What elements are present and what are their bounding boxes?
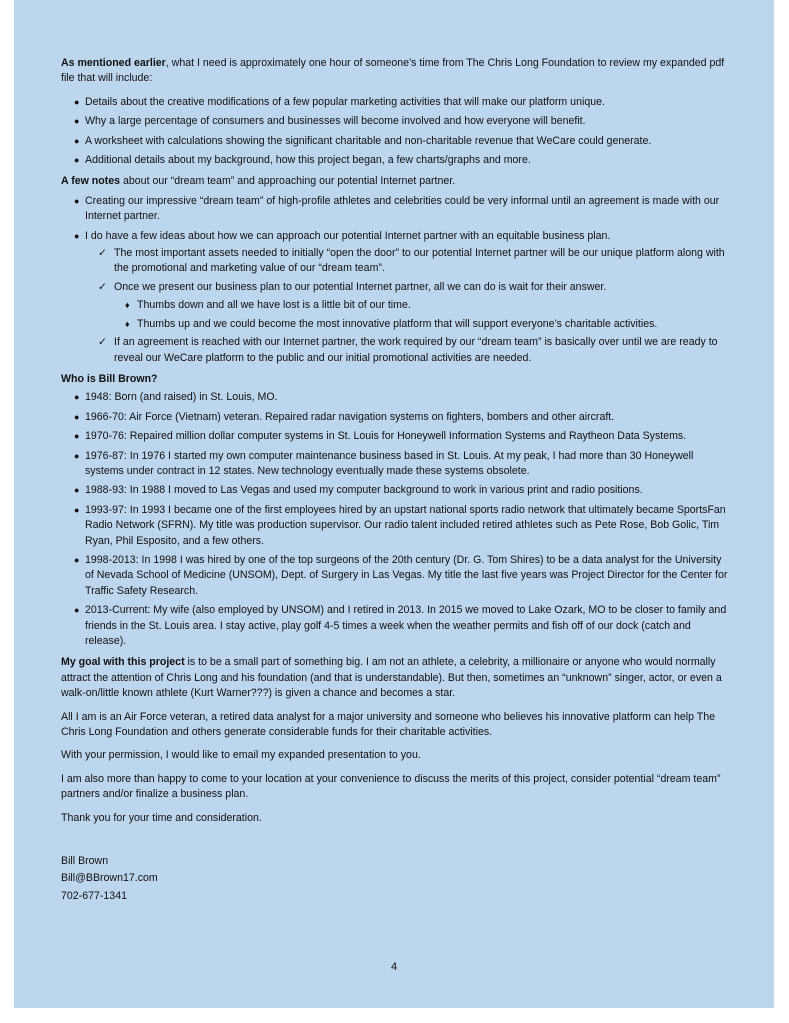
list-item <box>61 553 731 599</box>
list-item <box>61 449 731 480</box>
signature-block <box>61 854 731 904</box>
check-icon: ✓ <box>98 247 107 260</box>
list-item-text: Additional details about my background, how this project began, a few charts/graphs and more. <box>85 154 531 167</box>
list-item-text: A worksheet with calculations showing the significant charitable and non-charitable revenue that WeCare could generate. <box>85 134 652 147</box>
bullet-icon: ● <box>74 116 80 127</box>
permission-paragraph: With your permission, I would like to email my expanded presentation to you. <box>61 749 421 762</box>
list-item <box>61 194 731 225</box>
mentioned-lead: As mentioned earlier <box>61 57 166 69</box>
list-item <box>61 503 731 549</box>
list-item-text: Why a large percentage of consumers and businesses will become involved and how everyone will benefit. <box>85 115 586 128</box>
goal-lead: My goal with this project <box>61 656 185 669</box>
diamond-item <box>61 317 731 332</box>
signature-phone: 702-677-1341 <box>61 889 127 902</box>
diamond-item-text: Thumbs down and all we have lost is a little bit of our time. <box>137 299 411 312</box>
list-item-text: I do have a few ideas about how we can approach our potential Internet partner with an equitable business plan. <box>85 229 611 242</box>
check-item-text: The most important assets needed to initially “open the door” to our potential Internet partner will be our unique platform along with the promotional and marketing value of our “dream team”. <box>114 247 725 275</box>
list-item <box>61 390 731 405</box>
list-item-text: 1948: Born (and raised) in St. Louis, MO. <box>85 391 278 404</box>
signature-name: Bill Brown <box>61 855 109 868</box>
list-item <box>61 114 731 129</box>
list-item <box>61 483 731 498</box>
page-content <box>61 56 731 906</box>
bullet-icon: ● <box>74 504 80 515</box>
bullet-icon: ● <box>74 431 80 442</box>
bullet-icon: ● <box>74 450 80 461</box>
list-item <box>61 229 731 244</box>
list-item <box>61 429 731 444</box>
notes-intro <box>61 174 731 189</box>
bullet-icon: ● <box>74 230 80 241</box>
goal-paragraph <box>61 655 731 701</box>
notes-lead: A few notes <box>61 175 121 188</box>
bullet-icon: ● <box>74 554 80 565</box>
document-page <box>14 0 774 1008</box>
check-item <box>61 335 731 366</box>
page-number: 4 <box>390 961 398 973</box>
bullet-icon: ● <box>74 605 80 616</box>
mentioned-lead-rest: , what I need is approximately one hour of someone’s time from The Chris Long Foundation to review my expanded pdf file that will include: <box>61 57 725 85</box>
bullet-icon: ● <box>74 392 80 403</box>
bullet-icon: ● <box>74 195 80 206</box>
list-item-text: Creating our impressive “dream team” of high-profile athletes and celebrities could be very informal until an agreement is made with our Internet partner. <box>85 194 720 223</box>
notes-list <box>61 194 731 366</box>
list-item-text: 1988-93: In 1988 I moved to Las Vegas and used my computer background to work in various print and radio positions. <box>85 484 643 497</box>
diamond-icon: ♦ <box>125 300 130 311</box>
list-item-text: 2013-Current: My wife (also employed by UNSOM) and I retired in 2013. In 2015 we moved to Lake Ozark, MO to be closer to family and friends in the St. Louis area. I stay active, play golf 4-5 times a week when the weather permits and fish off of our dock (catch and release). <box>85 604 727 647</box>
diamond-item-text: Thumbs up and we could become the most innovative platform that will support everyone’s charitable activities. <box>137 317 658 330</box>
list-item-text: 1998-2013: In 1998 I was hired by one of the top surgeons of the 20th century (Dr. G. Tom Shires) to be a data analyst for the University of Nevada School of Medicine (UNSOM), Dept. of Surgery in Las Vegas. My title the last five years was Project Director for the Center for Traffic Safety Research. <box>85 553 728 597</box>
list-item-text: 1976-87: In 1976 I started my own computer maintenance business based in St. Louis. At my peak, I had more than 30 Honeywell systems under contract in 12 states. New technology eventually made these systems obsolete. <box>85 449 694 477</box>
bio-list <box>61 390 731 649</box>
notes-lead-rest: about our “dream team” and approaching our potential Internet partner. <box>120 175 456 188</box>
signature-email[interactable]: Bill@BBrown17.com <box>61 872 158 885</box>
check-item <box>61 280 731 295</box>
check-icon: ✓ <box>98 280 107 293</box>
diamond-item <box>61 298 731 313</box>
list-item <box>61 153 731 168</box>
mentioned-intro <box>61 56 731 87</box>
list-item <box>61 410 731 425</box>
bullet-icon: ● <box>74 96 80 107</box>
bullet-icon: ● <box>74 485 80 496</box>
thanks-paragraph: Thank you for your time and consideration. <box>61 811 262 824</box>
check-item-text: Once we present our business plan to our potential Internet partner, all we can do is wait for their answer. <box>114 280 607 293</box>
meeting-paragraph: I am also more than happy to come to your location at your convenience to discuss the merits of this project, consider potential “dream team” partners and/or finalize a business plan. <box>61 772 721 801</box>
goal-lead-rest: is to be a small part of something big. I am not an athlete, a celebrity, a millionaire or anyone who would normally attract the attention of Chris Long and his foundation (and that is understandable). But then, sometimes an “unknown” singer, actor, or even a walk-on/little known athlete (Kurt Warner???) is given a chance and becomes a star. <box>61 656 722 700</box>
list-item <box>61 95 731 110</box>
list-item-text: Details about the creative modifications of a few popular marketing activities that will make our platform unique. <box>85 95 605 108</box>
include-list <box>61 95 731 169</box>
list-item <box>61 603 731 649</box>
check-item <box>61 246 731 277</box>
who-heading-text: Who is Bill Brown? <box>61 372 158 385</box>
bullet-icon: ● <box>74 411 80 422</box>
who-heading <box>61 372 731 387</box>
list-item-text: 1993-97: In 1993 I became one of the first employees hired by an upstart national sports radio network that ultimately became SportsFan Radio Network (SFRN). My title was production supervisor. Our radio talent included retired athletes such as Pete Rose, Bob Golic, Tim Ryan, Phil Esposito, and a few others. <box>85 503 726 547</box>
diamond-icon: ♦ <box>125 318 130 329</box>
bullet-icon: ● <box>74 135 80 146</box>
check-item-text: If an agreement is reached with our Internet partner, the work required by our “dream team” is basically over until we are ready to reveal our WeCare platform to the public and our initial promotional activities are needed. <box>114 336 718 364</box>
bullet-icon: ● <box>74 155 80 166</box>
list-item-text: 1970-76: Repaired million dollar computer systems in St. Louis for Honeywell Information Systems and Raytheon Data Systems. <box>85 430 687 443</box>
list-item <box>61 134 731 149</box>
list-item-text: 1966-70: Air Force (Vietnam) veteran. Repaired radar navigation systems on fighters, bombers and other aircraft. <box>85 410 615 423</box>
check-icon: ✓ <box>98 336 107 349</box>
veteran-paragraph: All I am is an Air Force veteran, a retired data analyst for a major university and someone who believes his innovative platform can help The Chris Long Foundation and others generate considerable funds for their charitable activities. <box>61 710 716 739</box>
